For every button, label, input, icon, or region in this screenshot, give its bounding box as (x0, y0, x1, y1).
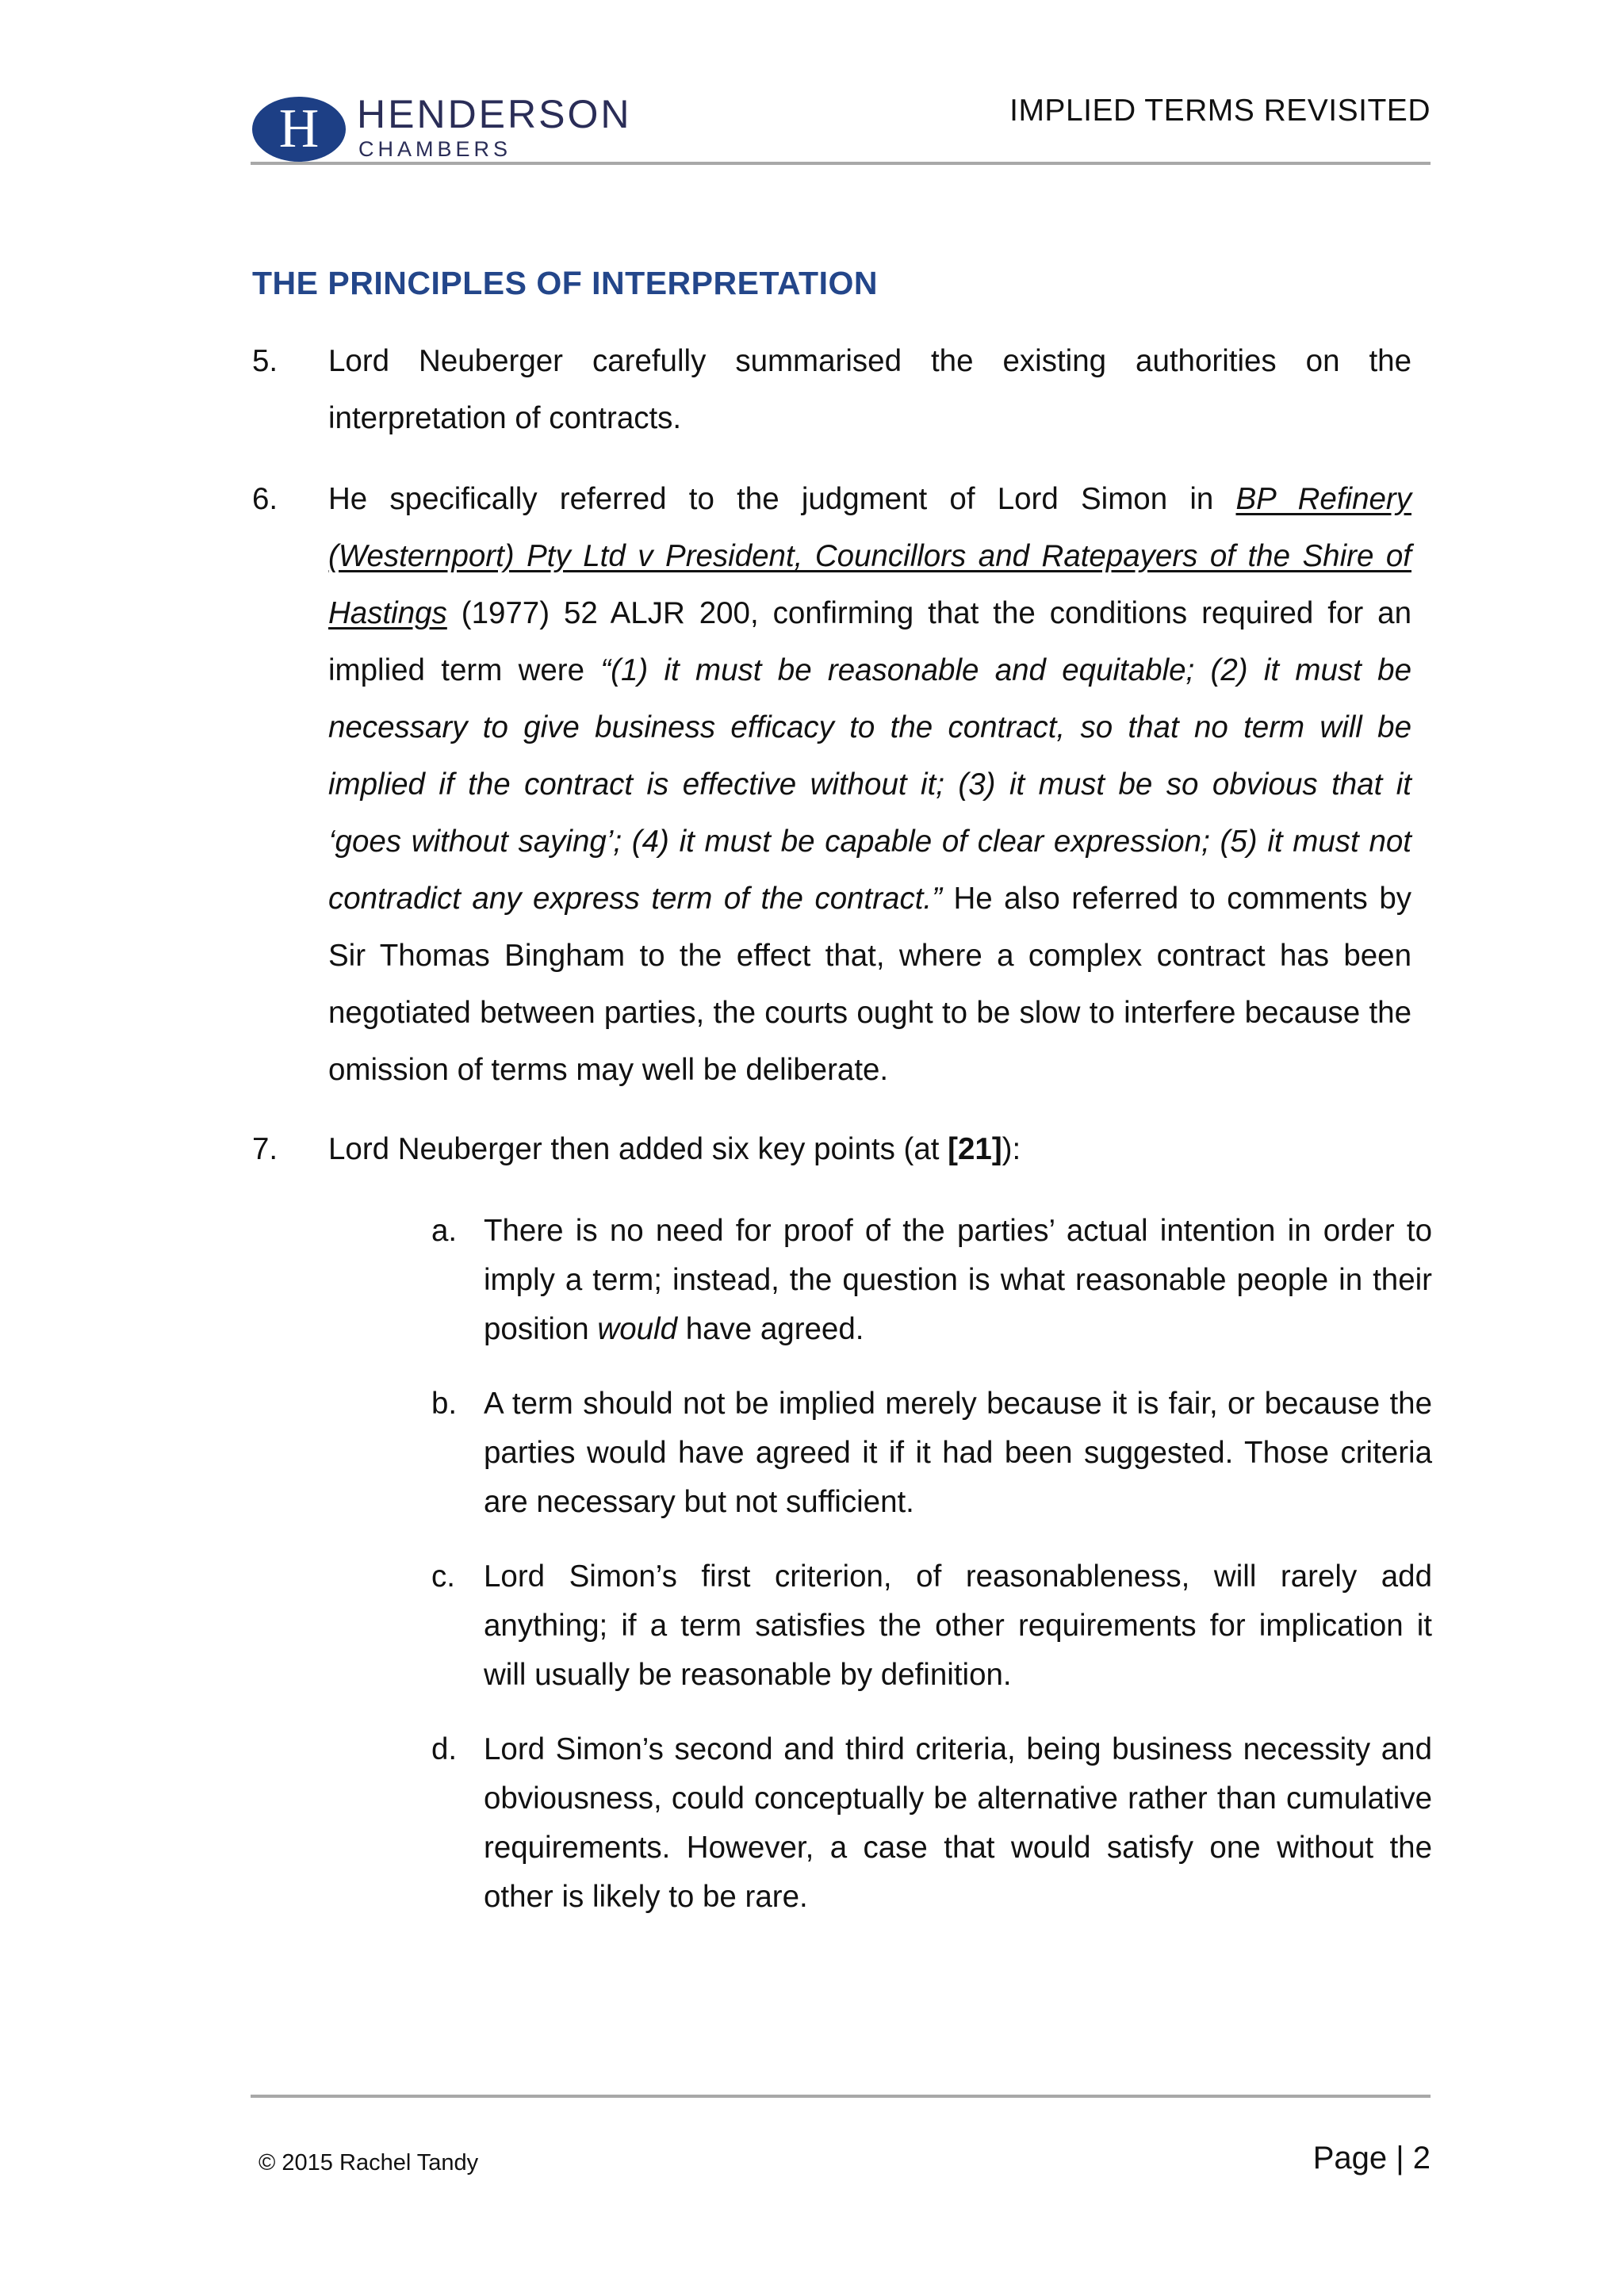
point-a-emphasis: would (597, 1312, 677, 1346)
point-a-lead: There is no need for proof of the parties’ actual intention in order to imply a term; instead, the question is what reasonable people in their position (484, 1214, 1432, 1346)
list-item-text (484, 1725, 1432, 1922)
footer-copyright: © 2015 Rachel Tandy (259, 2150, 479, 2175)
paragraph-7-lead: Lord Neuberger then added six key points (at (328, 1132, 948, 1166)
header-divider (251, 162, 1431, 165)
point-b-text: A term should not be implied merely because it is fair, or because the parties would have agreed it if it had been suggested. Those criteria are necessary but not sufficient. (484, 1387, 1432, 1519)
point-a-tail: have agreed. (677, 1312, 864, 1346)
paragraph-5 (252, 333, 1411, 447)
section-heading: THE PRINCIPLES OF INTERPRETATION (252, 265, 878, 301)
henderson-chambers-logo (252, 89, 632, 165)
list-item (431, 1725, 1432, 1922)
paragraph-reference: [21] (948, 1132, 1002, 1166)
list-item-letter: a. (431, 1214, 458, 1248)
list-item-letter: c. (431, 1559, 455, 1594)
quoted-conditions: “(1) it must be reasonable and equitable; (2) it must be necessary to give business efficacy to the contract, so that no term will be implied if the contract is effective without it; (3) it must be so obvious that it ‘goes without saying’; (4) it must be capable of clear expression; (5) it must not contradict any express term of the contract.” (328, 653, 1411, 916)
list-item (431, 1207, 1432, 1354)
point-d-text: Lord Simon’s second and third criteria, being business necessity and obviousness, could conceptually be alternative rather than cumulative requirements. However, a case that would satisfy one without the other is likely to be rare. (484, 1732, 1432, 1914)
paragraph-text (328, 1121, 1411, 1178)
paragraph-text (328, 333, 1411, 447)
paragraph-number: 5. (252, 344, 278, 378)
paragraph-5-text: Lord Neuberger carefully summarised the existing authorities on the interpretation of contracts. (328, 344, 1411, 435)
page-number: Page | 2 (1312, 2141, 1431, 2175)
paragraph-number: 7. (252, 1132, 278, 1166)
paragraph-6-lead: He specifically referred to the judgment of Lord Simon in (328, 482, 1236, 516)
paragraph-7-tail: ): (1002, 1132, 1021, 1166)
list-item-letter: d. (431, 1732, 458, 1766)
paragraph-text (328, 471, 1411, 1099)
point-c-text: Lord Simon’s first criterion, of reasonableness, will rarely add anything; if a term satisfies the other requirements for implication it will usually be reasonable by definition. (484, 1559, 1432, 1692)
logo-emblem: H (252, 97, 346, 162)
footer-divider (251, 2095, 1431, 2098)
case-citation: BP Refinery (Westernport) Pty Ltd v President, Councillors and Ratepayers of the Shire of Hastings (328, 482, 1411, 630)
document-header-title: IMPLIED TERMS REVISITED (1009, 94, 1431, 128)
list-item-text (484, 1552, 1432, 1700)
list-item-text (484, 1207, 1432, 1354)
paragraph-6-mid: (1977) 52 ALJR 200, confirming that the conditions required for an implied term were (328, 596, 1411, 687)
list-item (431, 1380, 1432, 1527)
logo-subtitle: CHAMBERS (358, 137, 512, 161)
list-item-letter: b. (431, 1387, 458, 1421)
paragraph-number: 6. (252, 482, 278, 516)
paragraph-6-tail: He also referred to comments by Sir Thomas Bingham to the effect that, where a complex contract has been negotiated between parties, the courts ought to be slow to interfere because the omission of terms may well be deliberate. (328, 882, 1411, 1087)
logo-name: HENDERSON (357, 92, 632, 136)
paragraph-6 (252, 471, 1411, 1099)
list-item (431, 1552, 1432, 1700)
paragraph-7 (252, 1121, 1411, 1178)
list-item-text (484, 1380, 1432, 1527)
